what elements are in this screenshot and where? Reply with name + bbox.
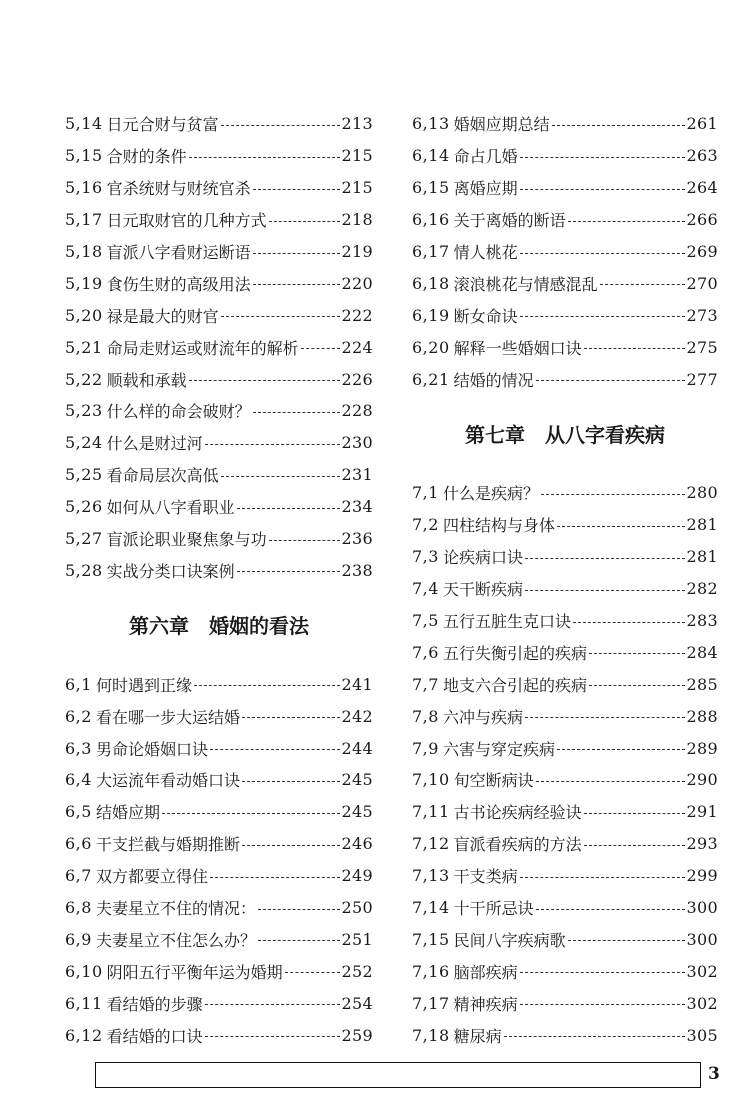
toc-entry[interactable] — [65, 1019, 373, 1051]
toc-entry-title: 大运流年看动婚口诀 — [95, 771, 240, 791]
toc-entry-title: 顺载和承载 — [106, 370, 187, 390]
toc-entry-title: 滚浪桃花与情感混乱 — [453, 274, 598, 294]
toc-entry-number: 7,6 — [412, 642, 439, 662]
toc-entry-number: 6,2 — [65, 706, 92, 726]
toc-entry[interactable] — [65, 140, 373, 172]
toc-entry-page: 219 — [341, 242, 373, 261]
toc-entry-title: 官杀统财与财统官杀 — [106, 179, 251, 199]
toc-entry-title: 六害与穿定疾病 — [442, 739, 555, 759]
toc-entry-title: 看命局层次高低 — [106, 466, 219, 486]
toc-entry[interactable] — [412, 140, 718, 172]
dotted-leader — [269, 540, 340, 542]
toc-entry[interactable] — [65, 236, 373, 268]
dotted-leader — [253, 189, 340, 191]
toc-entry-title: 日元合财与贫富 — [106, 115, 219, 135]
dotted-leader — [600, 284, 685, 286]
dotted-leader — [237, 571, 340, 573]
toc-left-column — [65, 108, 373, 1051]
toc-entry-title: 解释一些婚姻口诀 — [453, 338, 582, 358]
toc-entry-page: 266 — [686, 210, 718, 230]
toc-entry-title: 五行五脏生克口诀 — [442, 612, 571, 632]
dotted-leader — [285, 972, 340, 974]
toc-entry-title: 论疾病口诀 — [442, 548, 523, 568]
dotted-leader — [205, 444, 340, 446]
toc-entry-title: 看结婚的步骤 — [106, 994, 203, 1014]
toc-entry[interactable] — [65, 523, 373, 555]
toc-entry-page: 241 — [341, 674, 373, 694]
dotted-leader — [194, 685, 340, 687]
dotted-leader — [573, 622, 685, 624]
toc-entry[interactable] — [65, 732, 373, 764]
toc-entry-page: 226 — [341, 369, 373, 389]
toc-entry-page: 285 — [686, 674, 718, 694]
toc-entry-page: 251 — [341, 929, 373, 949]
toc-entry-number: 5,25 — [65, 465, 103, 485]
toc-entry-number: 7,3 — [412, 547, 439, 567]
dotted-leader — [205, 1036, 340, 1038]
toc-entry-number: 6,4 — [65, 770, 92, 790]
toc-entry-number: 6,13 — [412, 114, 450, 134]
toc-entry-title: 看结婚的口诀 — [106, 1026, 203, 1046]
toc-list-6 — [65, 668, 373, 1051]
dotted-leader — [221, 476, 340, 478]
toc-entry-number: 7,16 — [412, 961, 450, 981]
toc-entry[interactable] — [65, 363, 373, 395]
toc-entry-page: 238 — [341, 560, 373, 580]
toc-entry[interactable] — [412, 204, 718, 236]
dotted-leader — [520, 253, 685, 255]
toc-entry-title: 夫妻星立不住的情况： — [95, 899, 256, 919]
toc-entry-title: 民间八字疾病歌 — [453, 930, 566, 950]
toc-list-6-cont — [412, 108, 718, 395]
toc-entry-page: 282 — [686, 579, 718, 599]
toc-entry-title: 禄是最大的财官 — [106, 306, 219, 326]
toc-entry-title: 古书论疾病经验诀 — [453, 803, 582, 823]
toc-entry-page: 246 — [341, 834, 373, 854]
toc-entry-page: 215 — [341, 146, 373, 166]
toc-entry-number: 5,14 — [65, 114, 103, 134]
toc-entry-number: 7,13 — [412, 866, 450, 886]
toc-entry[interactable] — [412, 477, 718, 509]
toc-entry[interactable] — [65, 860, 373, 892]
toc-entry-number: 7,11 — [412, 802, 450, 822]
dotted-leader — [520, 972, 685, 974]
toc-entry-number: 7,10 — [412, 770, 450, 790]
toc-entry-title: 何时遇到正缘 — [95, 675, 192, 695]
toc-entry[interactable] — [412, 299, 718, 331]
page-number: 3 — [708, 1064, 720, 1084]
toc-entry[interactable] — [65, 554, 373, 586]
toc-entry-page: 283 — [686, 611, 718, 631]
toc-entry-title: 结婚的情况 — [453, 370, 534, 390]
toc-entry[interactable] — [412, 860, 718, 892]
toc-entry-title: 精神疾病 — [453, 994, 518, 1014]
toc-entry-number: 6,21 — [412, 369, 450, 389]
toc-entry-page: 270 — [686, 273, 718, 293]
dotted-leader — [520, 316, 685, 318]
toc-entry[interactable] — [65, 796, 373, 828]
toc-entry-page: 299 — [686, 866, 718, 886]
toc-entry-number: 6,9 — [65, 929, 92, 949]
toc-entry-number: 7,17 — [412, 993, 450, 1013]
toc-entry-title: 合财的条件 — [106, 147, 187, 167]
toc-entry-number: 5,21 — [65, 337, 103, 357]
toc-entry-page: 291 — [686, 802, 718, 822]
toc-entry-title: 实战分类口诀案例 — [106, 561, 235, 581]
toc-entry-number: 6,17 — [412, 242, 450, 261]
toc-entry[interactable] — [65, 764, 373, 796]
toc-entry[interactable] — [412, 700, 718, 732]
toc-entry-title: 关于离婚的断语 — [453, 211, 566, 231]
toc-entry-number: 7,15 — [412, 929, 450, 949]
dotted-leader — [525, 590, 685, 592]
toc-entry[interactable] — [65, 204, 373, 236]
dotted-leader — [504, 1036, 685, 1038]
dotted-leader — [253, 284, 340, 286]
toc-entry-number: 6,19 — [412, 305, 450, 325]
toc-entry-page: 263 — [686, 146, 718, 166]
toc-entry[interactable] — [65, 892, 373, 924]
toc-entry-number: 6,5 — [65, 802, 92, 822]
toc-entry-number: 7,14 — [412, 898, 450, 918]
toc-entry-title: 如何从八字看职业 — [106, 498, 235, 518]
toc-entry-page: 259 — [341, 1025, 373, 1045]
chapter-heading-6: 第六章 婚姻的看法 — [129, 614, 309, 639]
dotted-leader — [242, 781, 340, 783]
toc-entry[interactable] — [412, 796, 718, 828]
toc-entry-number: 6,16 — [412, 210, 450, 230]
toc-entry-page: 252 — [341, 961, 373, 981]
toc-entry[interactable] — [65, 459, 373, 491]
dotted-leader — [568, 221, 685, 223]
toc-entry[interactable] — [412, 509, 718, 541]
toc-entry-title: 看在哪一步大运结婚 — [95, 707, 240, 727]
toc-entry[interactable] — [65, 491, 373, 523]
toc-entry-title: 婚姻应期总结 — [453, 115, 550, 135]
dotted-leader — [568, 940, 685, 942]
dotted-leader — [242, 717, 340, 719]
toc-entry-number: 7,2 — [412, 515, 439, 535]
toc-entry-page: 242 — [341, 706, 373, 726]
toc-entry-title: 日元取财官的几种方式 — [106, 211, 267, 231]
toc-entry[interactable] — [65, 668, 373, 700]
toc-entry[interactable] — [65, 331, 373, 363]
toc-entry-title: 离婚应期 — [453, 179, 518, 199]
toc-entry-number: 5,16 — [65, 178, 103, 198]
toc-list-5 — [65, 108, 373, 586]
toc-entry-number: 6,8 — [65, 898, 92, 918]
toc-entry-number: 5,24 — [65, 433, 103, 453]
toc-entry-page: 280 — [686, 483, 718, 503]
dotted-leader — [210, 877, 340, 879]
toc-entry[interactable] — [412, 828, 718, 860]
toc-entry-page: 281 — [686, 515, 718, 535]
toc-entry[interactable] — [412, 605, 718, 637]
toc-entry-page: 245 — [341, 770, 373, 790]
toc-entry[interactable] — [412, 108, 718, 140]
dotted-leader — [536, 781, 685, 783]
dotted-leader — [536, 909, 685, 911]
toc-entry-title: 食伤生财的高级用法 — [106, 274, 251, 294]
toc-entry-title: 什么是疾病？ — [442, 484, 539, 504]
toc-entry-title: 脑部疾病 — [453, 962, 518, 982]
dotted-leader — [221, 316, 340, 318]
dotted-leader — [525, 717, 685, 719]
toc-entry-page: 222 — [341, 305, 373, 325]
toc-entry[interactable] — [412, 668, 718, 700]
toc-entry-title: 双方都要立得住 — [95, 867, 208, 887]
dotted-leader — [557, 526, 685, 528]
toc-entry-page: 254 — [341, 993, 373, 1013]
dotted-leader — [557, 749, 685, 751]
toc-entry-number: 6,15 — [412, 178, 450, 198]
toc-entry-title: 干支拦截与婚期推断 — [95, 835, 240, 855]
toc-entry[interactable] — [65, 299, 373, 331]
dotted-leader — [189, 380, 340, 382]
toc-entry-page: 293 — [686, 834, 718, 854]
dotted-leader — [205, 1004, 340, 1006]
toc-entry-title: 四柱结构与身体 — [442, 516, 555, 536]
toc-entry-page: 230 — [341, 433, 373, 453]
toc-entry-page: 228 — [341, 401, 373, 421]
toc-entry[interactable] — [412, 267, 718, 299]
toc-entry-title: 盲派论职业聚焦象与功 — [106, 530, 267, 550]
toc-entry-page: 224 — [341, 337, 373, 357]
toc-entry[interactable] — [65, 828, 373, 860]
dotted-leader — [589, 653, 685, 655]
dotted-leader — [541, 494, 685, 496]
dotted-leader — [525, 558, 685, 560]
dotted-leader — [584, 845, 685, 847]
toc-entry-number: 7,4 — [412, 579, 439, 599]
dotted-leader — [258, 940, 340, 942]
toc-entry-number: 6,3 — [65, 738, 92, 758]
toc-entry-page: 250 — [341, 898, 373, 918]
toc-entry-number: 6,6 — [65, 834, 92, 854]
toc-entry-number: 5,18 — [65, 242, 103, 261]
toc-entry-page: 300 — [686, 898, 718, 918]
dotted-leader — [210, 749, 340, 751]
toc-entry-title: 盲派看疾病的方法 — [453, 835, 582, 855]
dotted-leader — [162, 813, 340, 815]
toc-entry-title: 盲派八字看财运断语 — [106, 243, 251, 262]
dotted-leader — [189, 157, 340, 159]
toc-entry-title: 什么是财过河 — [106, 434, 203, 454]
toc-entry[interactable] — [412, 172, 718, 204]
toc-entry-page: 281 — [686, 547, 718, 567]
dotted-leader — [589, 685, 685, 687]
toc-right-column — [412, 108, 718, 1051]
toc-entry-page: 264 — [686, 178, 718, 198]
toc-entry-number: 7,5 — [412, 611, 439, 631]
toc-entry-page: 288 — [686, 706, 718, 726]
toc-entry-title: 断女命诀 — [453, 306, 518, 326]
toc-entry-title: 情人桃花 — [453, 243, 518, 262]
toc-list-7 — [412, 477, 718, 1051]
toc-entry[interactable] — [412, 732, 718, 764]
dotted-leader — [258, 909, 340, 911]
toc-entry[interactable] — [412, 955, 718, 987]
toc-entry[interactable] — [65, 267, 373, 299]
toc-entry[interactable] — [65, 955, 373, 987]
dotted-leader — [520, 157, 685, 159]
dotted-leader — [242, 845, 340, 847]
dotted-leader — [520, 877, 685, 879]
toc-entry-title: 男命论婚姻口诀 — [95, 739, 208, 759]
toc-entry-title: 糖尿病 — [453, 1026, 502, 1046]
toc-entry-number: 5,23 — [65, 401, 103, 421]
dotted-leader — [269, 221, 340, 223]
toc-entry-page: 289 — [686, 738, 718, 758]
dotted-leader — [584, 813, 685, 815]
toc-entry[interactable] — [412, 764, 718, 796]
toc-entry[interactable] — [412, 1019, 718, 1051]
toc-entry-title: 阴阳五行平衡年运为婚期 — [106, 962, 283, 982]
toc-entry-number: 6,11 — [65, 993, 103, 1013]
toc-entry-number: 5,28 — [65, 560, 103, 580]
toc-entry-number: 5,17 — [65, 210, 103, 230]
toc-entry[interactable] — [412, 331, 718, 363]
footer-box — [95, 1062, 701, 1088]
toc-entry-number: 6,7 — [65, 866, 92, 886]
toc-entry-page: 290 — [686, 770, 718, 790]
toc-entry-page: 244 — [341, 738, 373, 758]
toc-entry-page: 220 — [341, 273, 373, 293]
toc-entry[interactable] — [412, 923, 718, 955]
toc-entry-page: 213 — [341, 114, 373, 134]
toc-entry-title: 什么样的命会破财？ — [106, 402, 251, 422]
dotted-leader — [520, 1004, 685, 1006]
toc-entry-number: 7,7 — [412, 674, 439, 694]
toc-entry-page: 269 — [686, 242, 718, 261]
toc-entry-title: 干支类病 — [453, 867, 518, 887]
toc-entry-number: 5,20 — [65, 305, 103, 325]
toc-entry-number: 5,22 — [65, 369, 103, 389]
toc-entry-page: 236 — [341, 529, 373, 549]
toc-entry-number: 6,18 — [412, 273, 450, 293]
toc-entry-title: 五行失衡引起的疾病 — [442, 643, 587, 663]
toc-entry-title: 十干所忌诀 — [453, 899, 534, 919]
dotted-leader — [253, 412, 340, 414]
toc-entry[interactable] — [412, 987, 718, 1019]
toc-entry-number: 6,20 — [412, 337, 450, 357]
dotted-leader — [237, 508, 340, 510]
toc-entry[interactable] — [65, 172, 373, 204]
toc-entry-page: 302 — [686, 961, 718, 981]
toc-entry-page: 300 — [686, 929, 718, 949]
dotted-leader — [552, 125, 685, 127]
toc-entry[interactable] — [65, 108, 373, 140]
toc-entry-page: 302 — [686, 993, 718, 1013]
toc-entry[interactable] — [65, 987, 373, 1019]
toc-entry[interactable] — [65, 700, 373, 732]
toc-entry[interactable] — [412, 573, 718, 605]
toc-entry-title: 夫妻星立不住怎么办？ — [95, 930, 256, 950]
toc-entry[interactable] — [65, 923, 373, 955]
toc-entry-number: 7,9 — [412, 738, 439, 758]
toc-entry-page: 245 — [341, 802, 373, 822]
toc-entry-title: 天干断疾病 — [442, 580, 523, 600]
toc-entry-number: 6,14 — [412, 146, 450, 166]
dotted-leader — [584, 348, 685, 350]
toc-entry[interactable] — [412, 363, 718, 395]
toc-entry-number: 7,8 — [412, 706, 439, 726]
toc-entry-page: 284 — [686, 642, 718, 662]
toc-entry-number: 6,1 — [65, 674, 92, 694]
toc-entry-title: 命局走财运或财流年的解析 — [106, 338, 299, 358]
dotted-leader — [301, 348, 340, 350]
toc-entry-title: 命占几婚 — [453, 147, 518, 167]
toc-entry[interactable] — [412, 636, 718, 668]
toc-entry-page: 275 — [686, 337, 718, 357]
toc-entry-page: 305 — [686, 1025, 718, 1045]
toc-entry-title: 旬空断病诀 — [453, 771, 534, 791]
toc-entry-number: 7,1 — [412, 483, 439, 503]
toc-entry[interactable] — [65, 427, 373, 459]
toc-entry-page: 231 — [341, 465, 373, 485]
dotted-leader — [536, 380, 685, 382]
toc-entry[interactable] — [412, 236, 718, 268]
toc-entry-title: 六冲与疾病 — [442, 707, 523, 727]
dotted-leader — [253, 253, 340, 255]
toc-entry[interactable] — [412, 892, 718, 924]
toc-entry-number: 6,10 — [65, 961, 103, 981]
dotted-leader — [520, 189, 685, 191]
toc-entry-number: 5,27 — [65, 529, 103, 549]
toc-entry-title: 结婚应期 — [95, 803, 160, 823]
dotted-leader — [221, 125, 340, 127]
toc-entry-title: 地支六合引起的疾病 — [442, 675, 587, 695]
chapter-heading-7: 第七章 从八字看疾病 — [465, 423, 665, 448]
toc-entry-number: 6,12 — [65, 1025, 103, 1045]
toc-entry-number: 5,26 — [65, 497, 103, 517]
toc-entry-page: 277 — [686, 369, 718, 389]
toc-entry-page: 218 — [341, 210, 373, 230]
toc-entry-page: 234 — [341, 497, 373, 517]
toc-entry-number: 5,19 — [65, 273, 103, 293]
toc-entry-page: 215 — [341, 178, 373, 198]
toc-entry-page: 249 — [341, 866, 373, 886]
toc-entry-number: 7,18 — [412, 1025, 450, 1045]
toc-entry[interactable] — [65, 395, 373, 427]
toc-entry-page: 273 — [686, 305, 718, 325]
toc-entry-page: 261 — [686, 114, 718, 134]
toc-entry[interactable] — [412, 541, 718, 573]
toc-entry-number: 5,15 — [65, 146, 103, 166]
toc-entry-number: 7,12 — [412, 834, 450, 854]
